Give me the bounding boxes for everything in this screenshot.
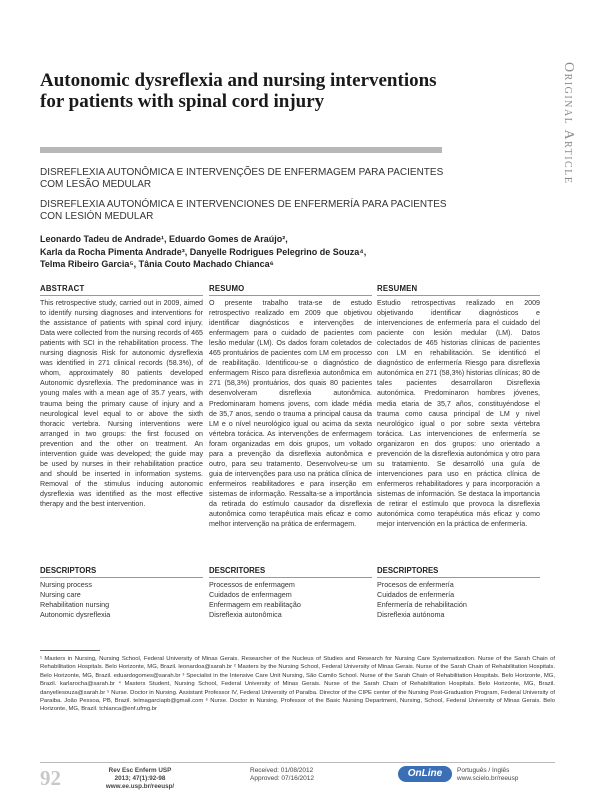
resumo-text: O presente trabalho trata-se de estudo retrospectivo realizado em 2009 que objetivou identificar diagnósticos e intervenções de enfermagem para o cuidado de pacientes com lesão medular (LM). Os dados foram coletados de 465 prontuários de pacientes com LM em processo de reabilitação. Identificou-se o diagnóstico de enfermagem Risco para disreflexia autonômica em 271 (58,3%) prontuários, dos quais 80 pacientes desenvolveram disreflexia autonômica. Predominaram homens jovens, com idade média de 35,7 anos, sendo o trauma a principal causa da LM e o nível neurológico igual ou acima da sexta vértebra torácica. As intervenções de enfermagem foram organizadas em dois grupos, um voltado para a prevenção da disreflexia autonômica e outro, para seu tratamento. Desenvolveu-se um guia de intervenções para uso na prática clínica de enfermeiros reabilitadores e para inserção em sistemas de informação. Ressalta-se a importância da retirada do estímulo causador da disreflexia autonômica como terapêutica mais eficaz e como melhor intervenção na prática de enfermagem. bbox=[209, 299, 372, 529]
received-date: Received: 01/08/2012 bbox=[250, 767, 314, 774]
descriptor-item: Enfermería de rehabilitación bbox=[377, 600, 467, 610]
descriptor-item: Autonomic dysreflexia bbox=[40, 610, 111, 620]
journal-citation bbox=[92, 767, 188, 790]
languages: Português / Inglês bbox=[457, 767, 510, 774]
descritores-heading: DESCRITORES bbox=[209, 566, 372, 578]
abstract-spanish bbox=[377, 284, 540, 529]
descriptors-spanish bbox=[377, 566, 540, 620]
section-label-text: Original Article bbox=[561, 62, 576, 185]
approved-date: Approved: 07/16/2012 bbox=[250, 775, 314, 782]
author-line: Telma Ribeiro Garcia⁵, Tânia Couto Machado Chianca⁶ bbox=[40, 259, 274, 269]
footer-divider bbox=[40, 762, 555, 763]
abstract-portuguese bbox=[209, 284, 372, 529]
descriptors-english bbox=[40, 566, 203, 620]
abstract-text: This retrospective study, carried out in 2009, aimed to identify nursing diagnoses and interventions for the assistance of patients with spinal cord injury. Data were collected from the nursing records of 465 patients with SCI in the rehabilitation process. The nursing diagnosis Risk for autonomic dysreflexia was identified in 271 clinical records (58.3%), of whom, approximately 80 patients developed Autonomic dysreflexia. The predominance was in young males with a mean age of 35.7 years, with trauma being the primary cause of injury and a neurological level equal to or above the sixth thoracic vertebra. Nursing interventions were arranged in two groups: the first focused on prevention and the other on treatment. An intervention guide was developed; the guide may be used by nurses in their rehabilitation practice and should be inserted in information systems. Removal of the stimulus inducing autonomic dysreflexia was identified as the most effective therapy and the best intervention. bbox=[40, 299, 203, 508]
descriptor-item: Procesos de enfermería bbox=[377, 580, 454, 590]
title-divider bbox=[40, 147, 442, 153]
descriptor-item: Disreflexia autonômica bbox=[209, 610, 282, 620]
subtitle-spanish: DISREFLEXIA AUTONÓMICA E INTERVENCIONES DE ENFERMERÍA PARA PACIENTES CON LESIÓN MEDULAR bbox=[40, 199, 447, 222]
resumen-heading: RESUMEN bbox=[377, 284, 540, 296]
journal-name: Rev Esc Enferm USP bbox=[108, 767, 172, 774]
page-number: 92 bbox=[40, 766, 61, 790]
descriptor-item: Disreflexia autónoma bbox=[377, 610, 445, 620]
subtitle-portuguese: DISREFLEXIA AUTONÔMICA E INTERVENÇÕES DE ENFERMAGEM PARA PACIENTES COM LESÃO MEDULAR bbox=[40, 167, 444, 190]
online-logo: OnLine bbox=[398, 766, 452, 782]
resumen-text: Estudio retrospectivas realizado en 2009 objetivando identificar diagnósticos e intervenciones de enfermería para el cuidado del paciente con lesión medular (LM). Datos colectados de 465 historias clínicas de pacientes con LM en rehabilitación. Se identificó el diagnóstico de enfermería Riesgo para disreflexia autonómica en 271 (58,3%) historias clínicas; 80 de tales pacientes desarrollaron Disreflexia autonómica. Predominaron hombres jóvenes, media etaria de 35,7 años, constituyéndose el trauma como causa principal de LM y nivel neurológico igual o por sobre sexta vértebra torácica. Las intervenciones de enfermería se organizaron en dos grupos: uno orientado a prevención de la disreflexia autonómica y otro para su tratamiento. Se desarrolló una guía de intervenciones para uso en práctica clínica de enfermeros rehabilitadores y para incorporación a sistemas de información. Se destaca la importancia de retirar el estímulo que provoca la disreflexia autonómica como terapéutica más eficaz y como mejor intervención en la práctica de enfermería. bbox=[377, 299, 540, 529]
section-label bbox=[555, 62, 581, 202]
descriptor-item: Processos de enfermagem bbox=[209, 580, 295, 590]
submission-dates bbox=[250, 767, 350, 783]
descriptors-heading: DESCRIPTORS bbox=[40, 566, 203, 578]
journal-url[interactable]: www.ee.usp.br/reeusp/ bbox=[105, 782, 175, 790]
descriptor-item: Nursing process bbox=[40, 580, 92, 590]
resumo-heading: RESUMO bbox=[209, 284, 372, 296]
footnote-divider bbox=[40, 650, 100, 651]
descriptor-item: Cuidados de enfermagem bbox=[209, 590, 292, 600]
descriptor-item: Rehabilitation nursing bbox=[40, 600, 110, 610]
descriptores-heading: DESCRIPTORES bbox=[377, 566, 540, 578]
author-list bbox=[40, 233, 510, 271]
descriptor-item: Cuidados de enfermería bbox=[377, 590, 455, 600]
author-line: Karla da Rocha Pimenta Andrade³, Danyelle Rodrigues Pelegrino de Souza⁴, bbox=[40, 246, 367, 257]
author-footnotes: ¹ Masters in Nursing, Nursing School, Federal University of Minas Gerais. Researcher of the Nucleus of Studies and Research for Nursing Care Systematization. Nurse of the Sarah Chain of Rehabilitation Hospitals. Belo Horizonte, MG, Brazil. leonardoa@sarah.br ² Masters by the Nursing School, Federal University of Minas Gerais. Nurse of the Sarah Chain of Rehabilitation Hospitals. Belo Horizonte, MG, Brazil. eduardogomes@sarah.br ³ Specialist in the Intensive Care Unit Nursing, São Camilo School. Nurse of the Sarah Chain of Rehabilitation Hospitals. Belo Horizonte, MG, Brazil. karlarocha@sarah.br ⁴ Masters Student, Nursing School, Federal University of Minas Gerais. Nurse of the Sarah Chain of Rehabilitation Hospitals. Belo Horizonte, MG, Brazil. danyellesouza@sarah.br ⁵ Nurse. Doctor in Nursing. Assistant Professor IV, Federal University of Paraiba. Director of the CIPE center of the Nursing Post-Graduation Program, Federal University of Paraiba. João Pessoa, PB, Brazil. telmagarciapb@gmail.com ⁶ Nurse. Doctor in Nursing. Professor of the Basic Nursing Department, Nursing, School, Federal University of Minas Gerais. Belo Horizonte, MG, Brazil. tchianca@enf.ufmg.br bbox=[40, 656, 555, 713]
descriptor-item: Nursing care bbox=[40, 590, 81, 600]
descriptor-item: Enfermagem em reabilitação bbox=[209, 600, 301, 610]
descriptors-portuguese bbox=[209, 566, 372, 620]
language-info bbox=[457, 767, 557, 783]
article-title: Autonomic dysreflexia and nursing interventions for patients with spinal cord injury bbox=[40, 70, 437, 112]
scielo-url[interactable]: www.scielo.br/reeusp bbox=[457, 775, 519, 782]
abstract-heading: ABSTRACT bbox=[40, 284, 203, 296]
journal-volume: 2013; 47(1):92-98 bbox=[114, 774, 166, 782]
author-line: Leonardo Tadeu de Andrade¹, Eduardo Gomes de Araújo², bbox=[40, 234, 288, 244]
abstract-english bbox=[40, 284, 203, 509]
